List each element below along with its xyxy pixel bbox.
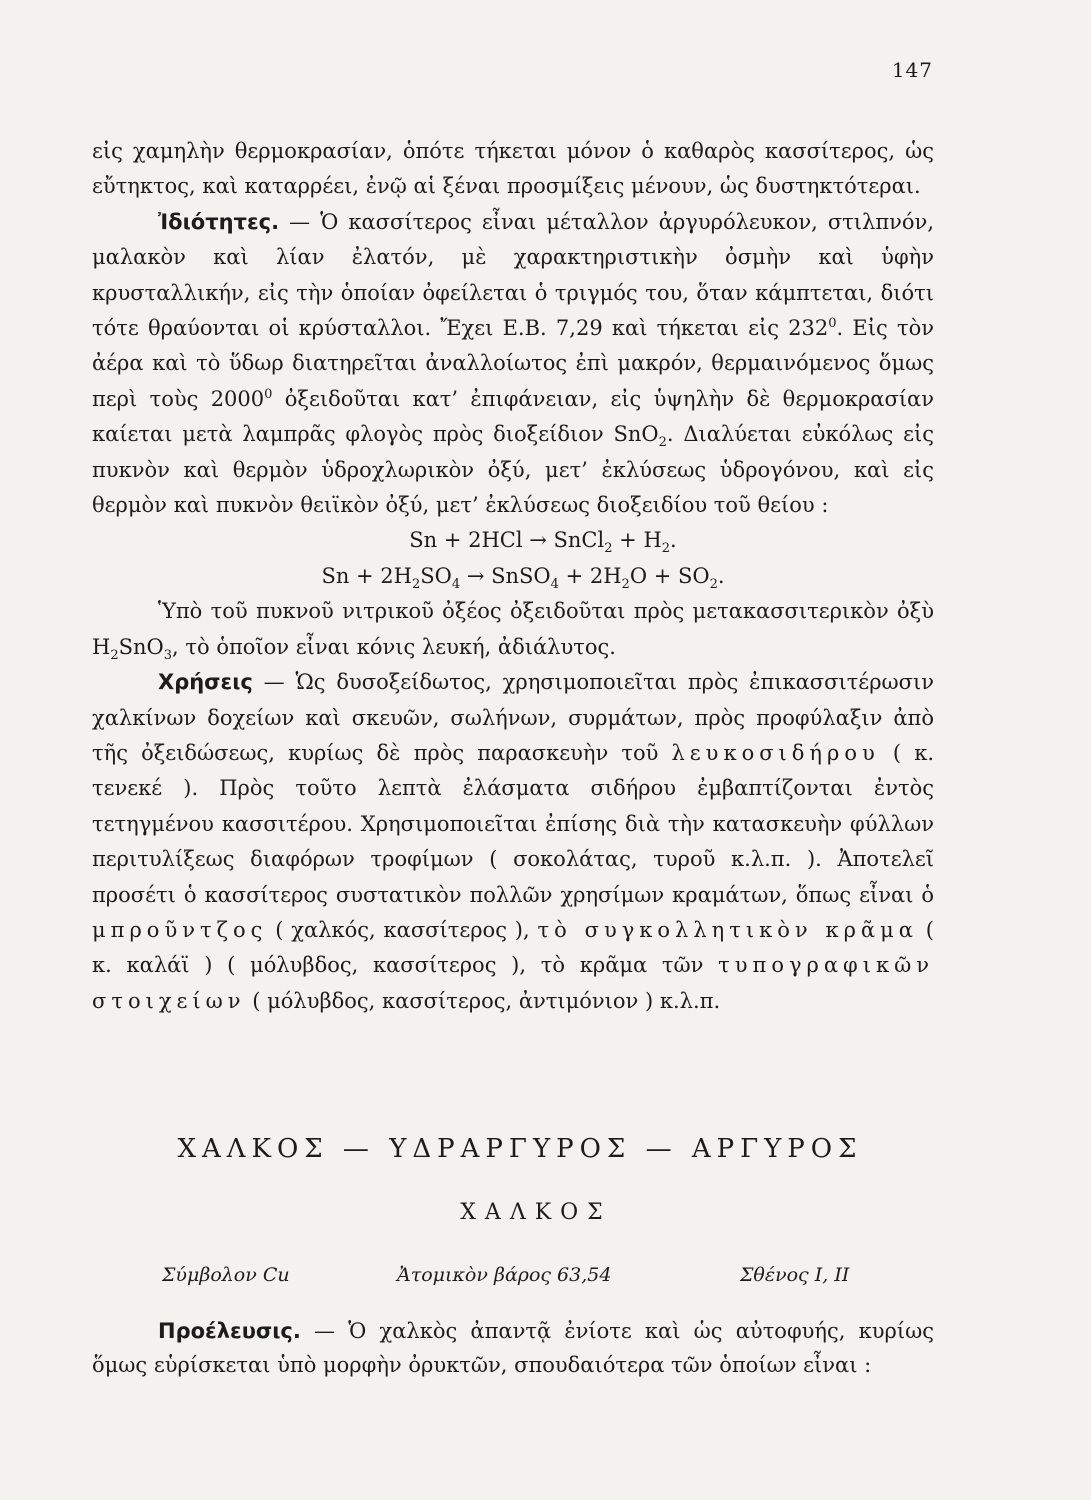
origin-section — [92, 1314, 934, 1382]
properties-heading: Ἰδιότητες. — [158, 209, 280, 234]
symbol-label: Σύμβολον Cu — [162, 1264, 290, 1286]
origin-heading: Προέλευσις. — [158, 1319, 301, 1343]
main-text — [92, 134, 934, 1019]
atomic-weight-label: Ἀτομικὸν βάρος 63,54 — [397, 1264, 612, 1286]
page-number: 147 — [891, 58, 933, 82]
origin-paragraph: Προέλευσις. — Ὁ χαλκὸς ἀπαντᾷ ἐνίοτε καὶ ὡς αὐτοφυής, κυρίως ὅμως εὑρίσκεται ὑπὸ μορφὴν ὀρυκτῶν, σπουδαιότερα τῶν ὁποίων εἶναι : — [92, 1319, 934, 1377]
nitric-paragraph: Ὑπὸ τοῦ πυκνοῦ νιτρικοῦ ὀξέος ὀξειδοῦται πρὸς μετακασσιτερικὸν ὀξὺ $H_2SnO_3$, τὸ ὁποῖον εἶναι κόνις λευκή, ἀδιάλυτος. — [92, 599, 934, 663]
properties-paragraph: Ἰδιότητες. — Ὁ κασσίτερος εἶναι μέταλλον ἀργυρόλευκον, στιλπνόν, μαλακὸν καὶ λίαν ἐλατόν, μὲ χαρακτηριστικὴν ὀσμὴν καὶ ὑφὴν κρυσταλλικήν, εἰς τὴν ὁποίαν ὀφείλεται ὁ τριγμός του, ὅταν κάμπτεται, διότι τότε θραύονται οἱ κρύσταλλοι. Ἔχει Ε.Β. 7,29 καὶ τήκεται εἰς $232^0$. Εἰς τὸν ἀέρα καὶ τὸ ὕδωρ διατηρεῖται ἀναλλοίωτος ἐπὶ μακρόν, θερμαινόμενος ὅμως περὶ τοὺς 2000$^0$ ὀξειδοῦται κατ’ ἐπιφάνειαν, εἰς ὑψηλὴν δὲ θερμοκρασίαν καίεται μετὰ λαμπρᾶς φλογὸς πρὸς διοξείδιον SnO$_2$. Διαλύεται εὐκόλως εἰς πυκνὸν καὶ θερμὸν ὑδροχλωρικὸν ὀξύ, μετ’ ἐκλύσεως ὑδρογόνου, καὶ εἰς θερμὸν καὶ πυκνὸν θειϊκὸν ὀξύ, μετ’ ἐκλύσεως διοξειδίου τοῦ θείου : — [92, 209, 935, 518]
equation-h2so4: $Sn + 2H_2SO_4$ → SnSO$_4$ + $2H_2O + SO_2$. — [321, 563, 725, 593]
section-title: ΧΑΛΚΟΣ — ΥΔΡΑΡΓΥΡΟΣ — ΑΡΓΥΡΟΣ — [177, 1134, 863, 1164]
equation-hcl: Sn + 2HCl → SnCl$_2$ + $H_2$. — [409, 528, 677, 557]
uses-paragraph: Χρήσεις — Ὡς δυσοξείδωτος, χρησιμοποιεῖται πρὸς ἐπικασσιτέρωσιν χαλκίνων δοχείων καὶ σκευῶν, σωλήνων, συρμάτων, πρὸς προφύλαξιν ἀπὸ τῆς ὀξειδώσεως, κυρίως δὲ πρὸς παρασκευὴν τοῦ λευκοσιδήρου ( κ. τενεκέ ). Πρὸς τοῦτο λεπτὰ ἐλάσματα σιδήρου ἐμβαπτίζονται ἐντὸς τετηγμένου κασσιτέρου. Χρησιμοποιεῖται ἐπίσης διὰ τὴν κατασκευὴν φύλλων περιτυλίξεως διαφόρων τροφίμων ( σοκολάτας, τυροῦ κ.λ.π. ). Ἀποτελεῖ προσέτι ὁ κασσίτερος συστατικὸν πολλῶν χρησίμων κραμάτων, ὅπως εἶναι ὁ μπροῦντζος ( χαλκός, κασσίτερος ), τὸ συγκολλητικὸν κρᾶμα ( κ. καλάϊ ) ( μόλυβδος, κασσίτερος ), τὸ κρᾶμα τῶν τυπογραφικῶν στοιχείων ( μόλυβδος, κασσίτερος, ἀντιμόνιον ) κ.λ.π. — [92, 670, 934, 1013]
subsection-title: ΧΑΛΚΟΣ — [460, 1200, 612, 1225]
uses-heading: Χρήσεις — [158, 670, 253, 695]
valence-label: Σθένος I, II — [740, 1264, 850, 1286]
intro-paragraph: εἰς χαμηλὴν θερμοκρασίαν, ὁπότε τήκεται μόνον ὁ καθαρὸς κασσίτερος, ὡς εὔτηκτος, καὶ καταρρέει, ἐνῷ αἱ ξέναι προσμίξεις μένουν, ὡς δυστηκτότεραι. — [92, 139, 934, 199]
